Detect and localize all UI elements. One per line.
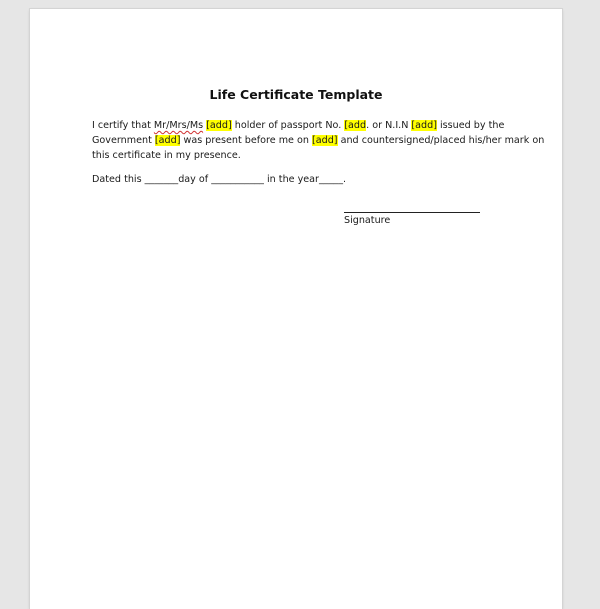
spellcheck-flagged-word[interactable]: Mr/Mrs/Ms (153, 120, 204, 131)
placeholder-highlight: [add] (206, 120, 232, 131)
text-segment: . or N.I.N (366, 120, 412, 131)
placeholder-highlight: [add (344, 120, 367, 131)
text-segment: was present before me on (180, 135, 312, 146)
dated-line: Dated this _______day of ___________ in the year_____. (92, 174, 347, 185)
signature-line (344, 212, 480, 213)
placeholder-highlight: [add] (312, 135, 338, 146)
text-segment: and countersigned/placed his/her mark on (337, 135, 545, 146)
text-segment: issued by the (436, 120, 505, 131)
text-segment: I certify that (92, 120, 154, 131)
paragraph-line-3: this certificate in my presence. (92, 150, 241, 161)
paragraph-line-2 (92, 133, 545, 148)
document-page (30, 9, 562, 609)
text-segment: Government (92, 135, 155, 146)
placeholder-highlight: [add] (411, 120, 437, 131)
paragraph-line-1 (92, 118, 512, 133)
document-title: Life Certificate Template (209, 87, 383, 102)
placeholder-highlight: [add] (154, 135, 181, 146)
text-segment: holder of passport No. (231, 120, 345, 131)
signature-label: Signature (344, 215, 391, 226)
certificate-paragraph (92, 118, 545, 163)
